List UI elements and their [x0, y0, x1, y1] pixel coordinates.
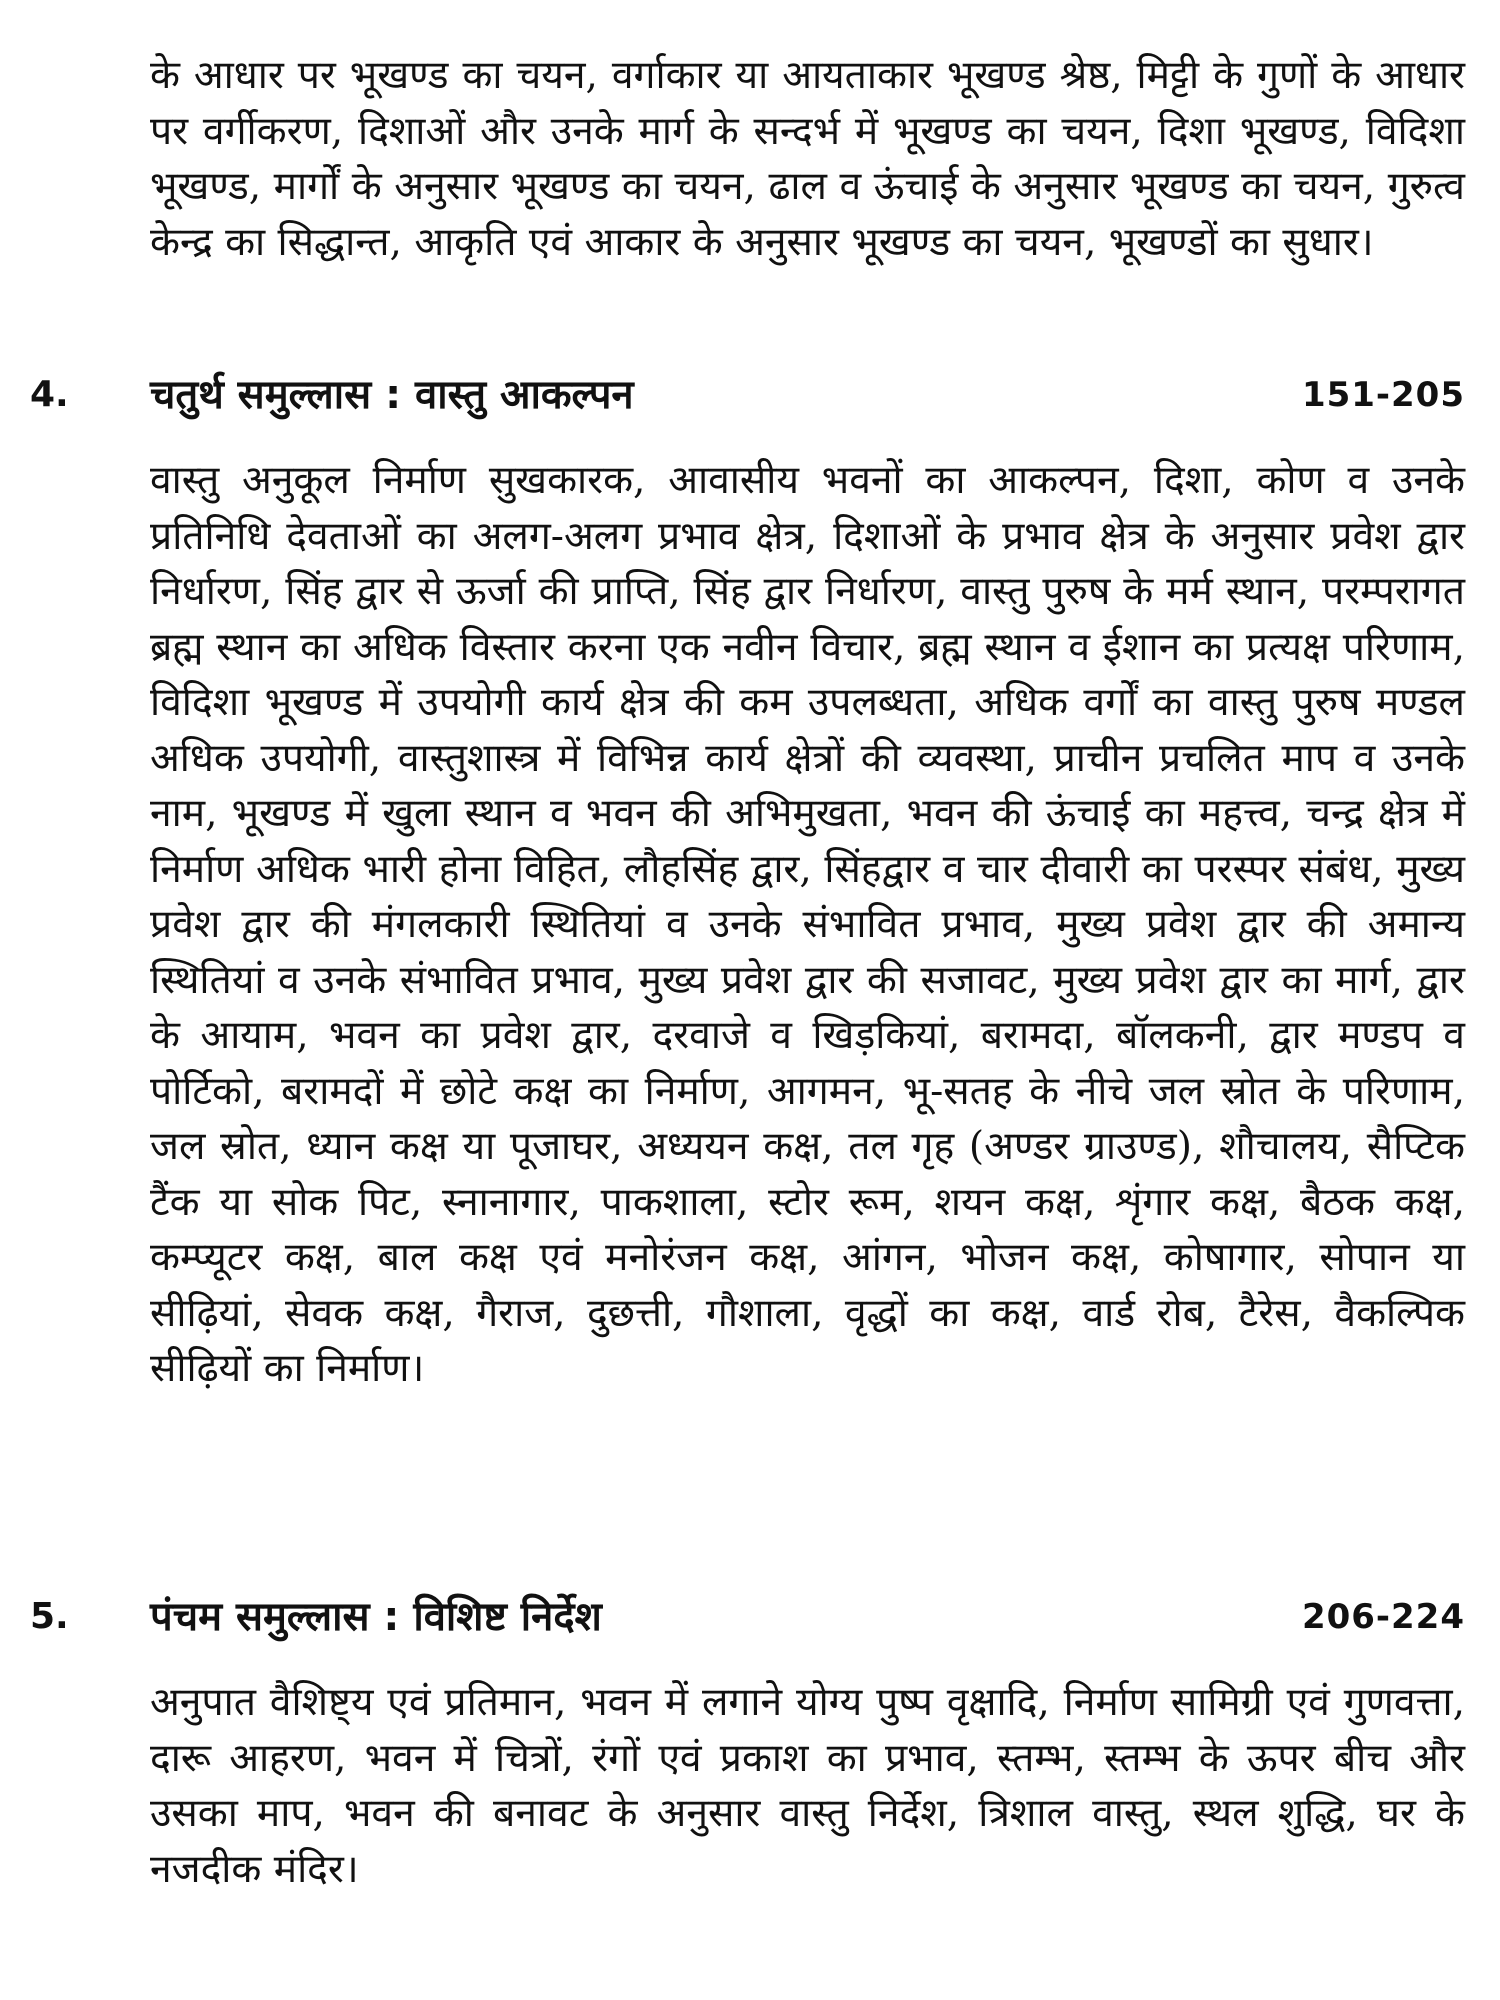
- section-5-body: अनुपात वैशिष्ट्य एवं प्रतिमान, भवन में लगाने योग्य पुष्प वृक्षादि, निर्माण सामिग्री एवं गुणवत्ता, दारू आहरण, भवन में चित्रों, रंगों एवं प्रकाश का प्रभाव, स्तम्भ, स्तम्भ के ऊपर बीच और उसका माप, भवन की बनावट के अनुसार वास्तु निर्देश, त्रिशाल वास्तु, स्थल शुद्धि, घर के नजदीक मंदिर।: [150, 1680, 1465, 1892]
- section-4-title: चतुर्थ समुल्लास : वास्तु आकल्पन: [150, 372, 634, 418]
- section-5-page-range: 206-224: [1301, 1597, 1465, 1637]
- section-4-body: वास्तु अनुकूल निर्माण सुखकारक, आवासीय भवनों का आकल्पन, दिशा, कोण व उनके प्रतिनिधि देवताओं का अलग-अलग प्रभाव क्षेत्र, दिशाओं के प्रभाव क्षेत्र के अनुसार प्रवेश द्वार निर्धारण, सिंह द्वार से ऊर्जा की प्राप्ति, सिंह द्वार निर्धारण, वास्तु पुरुष के मर्म स्थान, परम्परागत ब्रह्म स्थान का अधिक विस्तार करना एक नवीन विचार, ब्रह्म स्थान व ईशान का प्रत्यक्ष परिणाम, विदिशा भूखण्ड में उपयोगी कार्य क्षेत्र की कम उपलब्धता, अधिक वर्गों का वास्तु पुरुष मण्डल अधिक उपयोगी, वास्तुशास्त्र में विभिन्न कार्य क्षेत्रों की व्यवस्था, प्राचीन प्रचलित माप व उनके नाम, भूखण्ड में खुला स्थान व भवन की अभिमुखता, भवन की ऊंचाई का महत्त्व, चन्द्र क्षेत्र में निर्माण अधिक भारी होना विहित, लौहसिंह द्वार, सिंहद्वार व चार दीवारी का परस्पर संबंध, मुख्य प्रवेश द्वार की मंगलकारी स्थितियां व उनके संभावित प्रभाव, मुख्य प्रवेश द्वार की अमान्य स्थितियां व उनके संभावित प्रभाव, मुख्य प्रवेश द्वार की सजावट, मुख्य प्रवेश द्वार का मार्ग, द्वार के आयाम, भवन का प्रवेश द्वार, दरवाजे व खिड़कियां, बरामदा, बॉलकनी, द्वार मण्डप व पोर्टिको, बरामदों में छोटे कक्ष का निर्माण, आगमन, भू-सतह के नीचे जल स्रोत के परिणाम, जल स्रोत, ध्यान कक्ष या पूजाघर, अध्ययन कक्ष, तल गृह (अण्डर ग्राउण्ड), शौचालय, सैप्टिक टैंक या सोक पिट, स्नानागार, पाकशाला, स्टोर रूम, शयन कक्ष, शृंगार कक्ष, बैठक कक्ष, कम्प्यूटर कक्ष, बाल कक्ष एवं मनोरंजन कक्ष, आंगन, भोजन कक्ष, कोषागार, सोपान या सीढ़ियां, सेवक कक्ष, गैराज, दुछत्ती, गौशाला, वृद्धों का कक्ष, वार्ड रोब, टैरेस, वैकल्पिक सीढ़ियों का निर्माण।: [150, 458, 1465, 1391]
- section-4-heading: [0, 365, 1500, 425]
- intro-paragraph: के आधार पर भूखण्ड का चयन, वर्गाकार या आयताकार भूखण्ड श्रेष्ठ, मिट्टी के गुणों के आधार पर वर्गीकरण, दिशाओं और उनके मार्ग के सन्दर्भ में भूखण्ड का चयन, दिशा भूखण्ड, विदिशा भूखण्ड, मार्गों के अनुसार भूखण्ड का चयन, ढाल व ऊंचाई के अनुसार भूखण्ड का चयन, गुरुत्व केन्द्र का सिद्धान्त, आकृति एवं आकार के अनुसार भूखण्ड का चयन, भूखण्डों का सुधार।: [150, 53, 1465, 265]
- section-5-title: पंचम समुल्लास : विशिष्ट निर्देश: [150, 1594, 602, 1640]
- section-4-number: 4.: [30, 374, 69, 415]
- section-5-heading: [0, 1587, 1500, 1647]
- section-4-page-range: 151-205: [1301, 375, 1465, 415]
- section-5-number: 5.: [30, 1596, 69, 1637]
